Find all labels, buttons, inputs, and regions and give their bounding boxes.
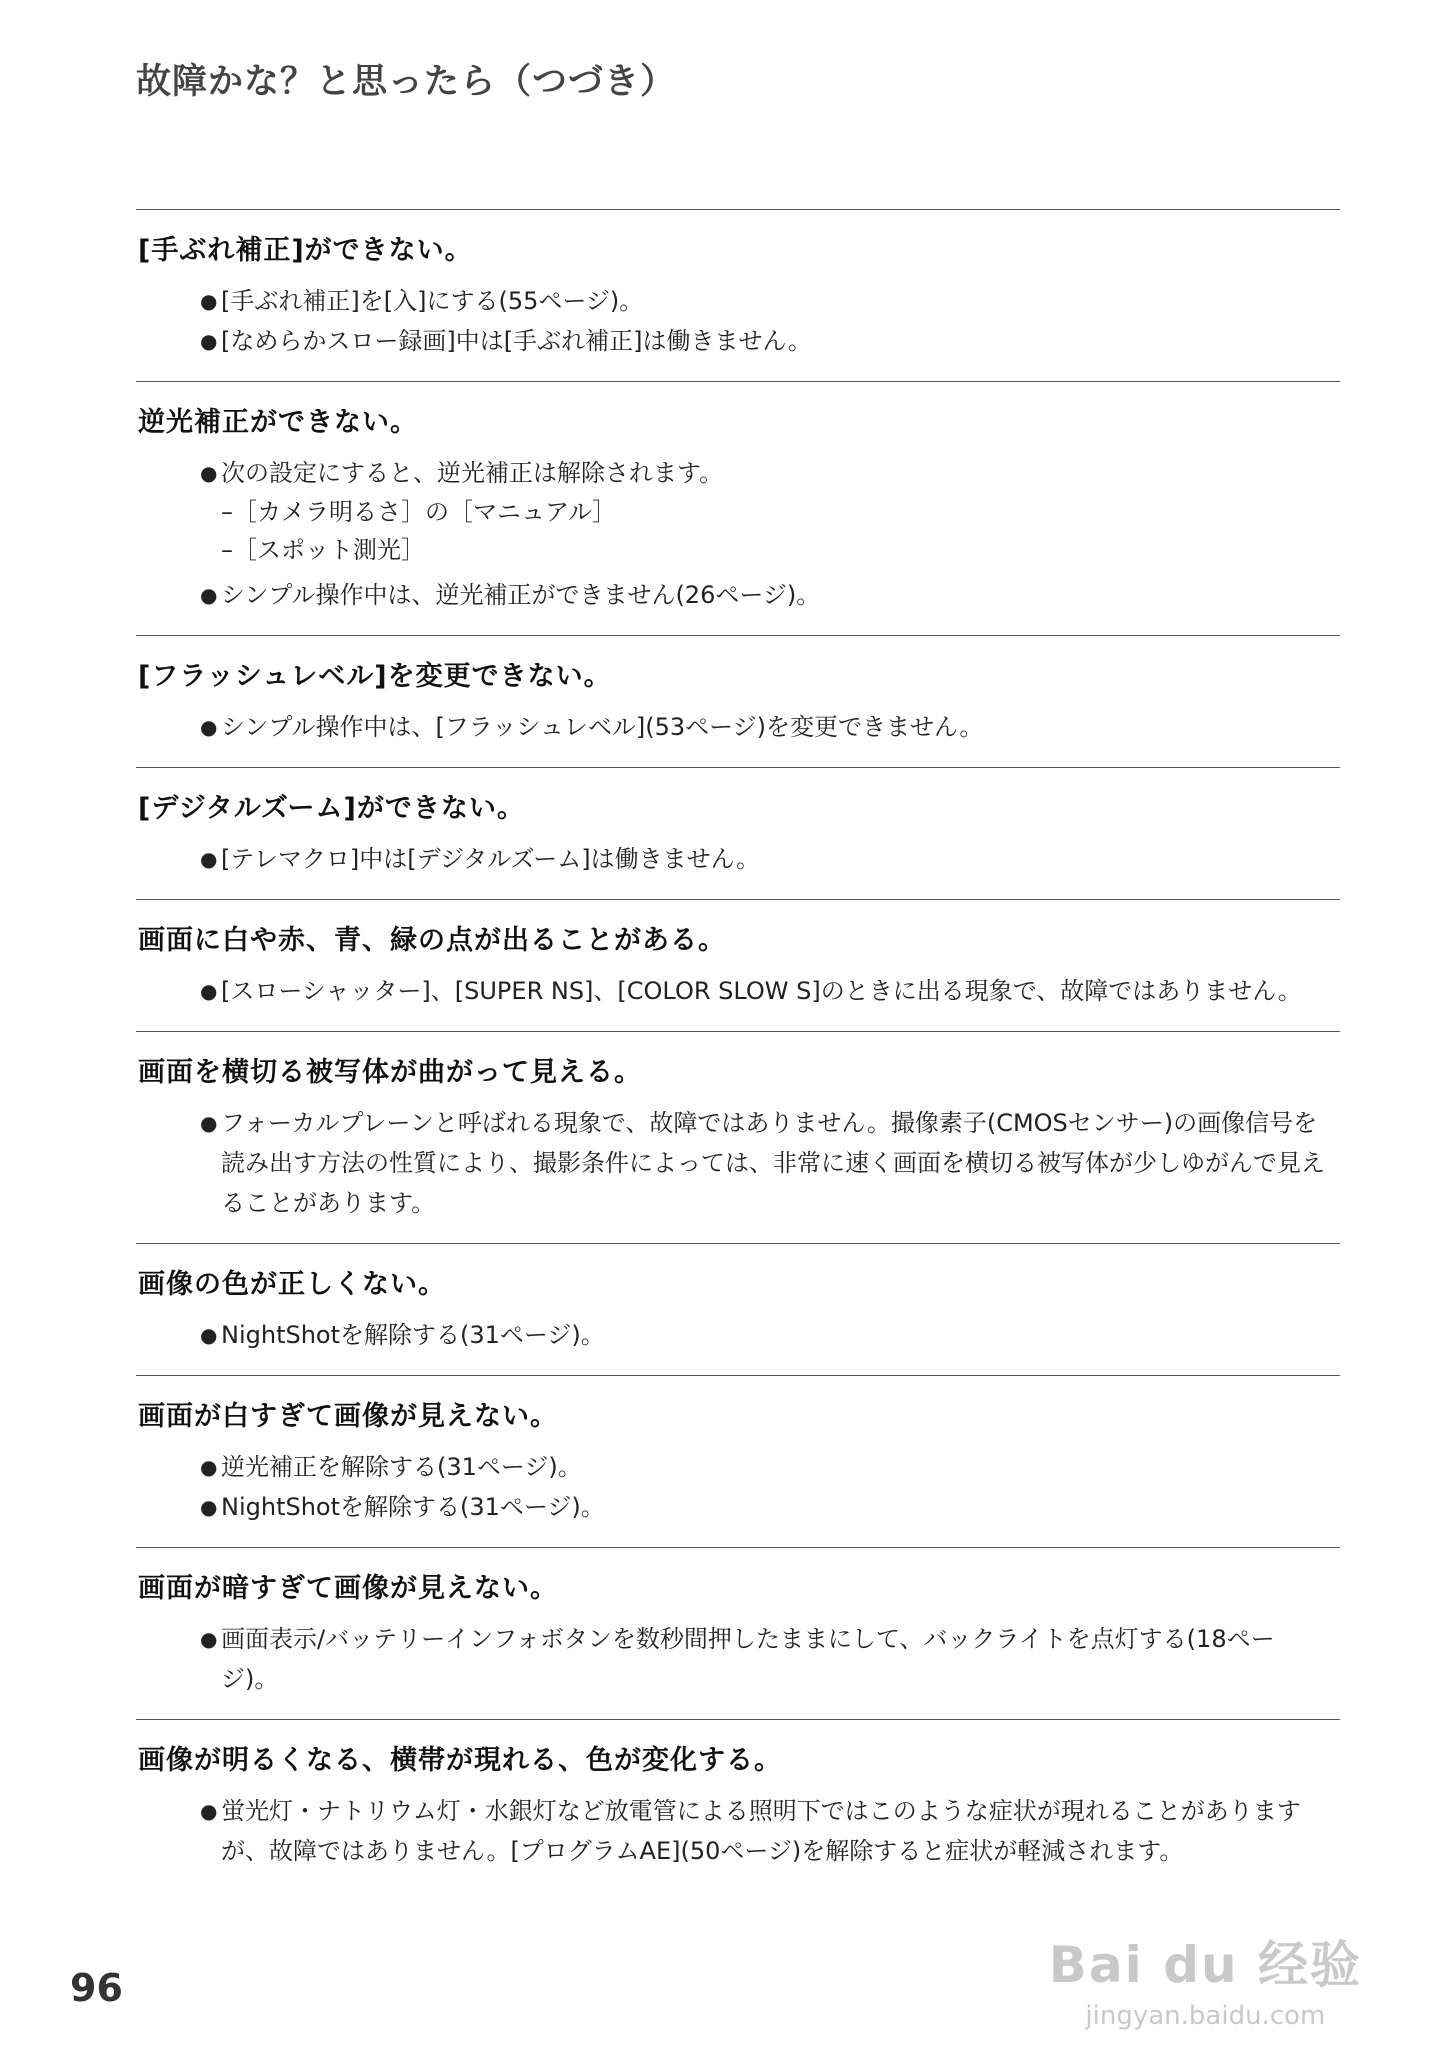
section-heading: [手ぶれ補正]ができない。 [138,235,473,266]
list-item [200,575,1331,615]
section-wrong-color [136,1243,1340,1375]
bullet-icon: ● [200,715,218,739]
section-heading: 逆光補正ができない。 [138,407,418,438]
sub-item: –［スポット測光］ [221,536,425,564]
list-item [200,839,1331,879]
item-text: 蛍光灯・ナトリウム灯・水銀灯など放電管による照明下ではこのような症状が現れることがありますが、故障ではありません。[プログラムAE](50ページ)を解除すると症状が軽減されます。 [221,1797,1301,1865]
item-text: フォーカルプレーンと呼ばれる現象で、故障ではありません。撮像素子(CMOSセンサー)の画像信号を読み出す方法の性質により、撮影条件によっては、非常に速く画面を横切る被写体が少しゆがんで見えることがあります。 [221,1109,1325,1217]
item-text: [手ぶれ補正]を[入]にする(55ページ)。 [221,287,644,315]
page-title: 故障かな？と思ったら（つづき） [136,62,677,102]
page-number: 96 [70,1966,123,2010]
bullet-icon: ● [200,1495,218,1519]
list-item [200,707,1331,747]
section-flicker [136,1719,1340,1891]
list-item [200,321,1331,361]
item-text: [テレマクロ]中は[デジタルズーム]は働きません。 [221,845,761,873]
list-item [200,971,1331,1011]
section-heading: [デジタルズーム]ができない。 [138,793,525,824]
watermark-logo: Bai du 经验 [1048,1936,1362,1994]
list-item [200,1619,1331,1699]
section-heading: 画像の色が正しくない。 [138,1269,446,1300]
item-text: [スローシャッター]、[SUPER NS]、[COLOR SLOW S]のときに出る現象で、故障ではありません。 [221,977,1302,1005]
item-text: シンプル操作中は、[フラッシュレベル](53ページ)を変更できません。 [221,713,984,741]
bullet-icon: ● [200,461,218,485]
item-text: 画面表示/バッテリーインフォボタンを数秒間押したままにして、バックライトを点灯する(18ページ)。 [221,1625,1275,1693]
list-item [200,453,1331,493]
bullet-icon: ● [200,1323,218,1347]
section-heading: 画面が暗すぎて画像が見えない。 [138,1573,558,1604]
section-heading: 画面を横切る被写体が曲がって見える。 [138,1057,642,1088]
troubleshooting-list [136,209,1340,1891]
section-heading: 画面が白すぎて画像が見えない。 [138,1401,558,1432]
section-color-dots [136,899,1340,1031]
list-item [200,1315,1331,1355]
section-image-stabilizer [136,209,1340,381]
section-backlight [136,381,1340,635]
bullet-icon: ● [200,1455,218,1479]
list-item [200,1447,1331,1487]
list-item [200,1103,1331,1223]
item-text: 次の設定にすると、逆光補正は解除されます。 [221,459,724,487]
bullet-icon: ● [200,1627,218,1651]
list-item [200,281,1331,321]
list-item [200,1791,1331,1871]
section-digital-zoom [136,767,1340,899]
section-heading: [フラッシュレベル]を変更できない。 [138,661,612,692]
section-too-dark [136,1547,1340,1719]
baidu-watermark [1049,1925,1362,2031]
bullet-icon: ● [200,847,218,871]
list-item [200,1487,1331,1527]
watermark-url: jingyan.baidu.com [1085,2001,1326,2031]
section-heading: 画像が明るくなる、横帯が現れる、色が変化する。 [138,1745,782,1776]
bullet-icon: ● [200,289,218,313]
bullet-icon: ● [200,1111,218,1135]
bullet-icon: ● [200,979,218,1003]
bullet-icon: ● [200,1799,218,1823]
item-text: シンプル操作中は、逆光補正ができません(26ページ)。 [221,581,821,609]
item-text: 逆光補正を解除する(31ページ)。 [221,1453,582,1481]
section-too-bright [136,1375,1340,1547]
section-subject-distortion [136,1031,1340,1243]
sub-item: –［カメラ明るさ］の［マニュアル］ [221,498,617,526]
section-heading: 画面に白や赤、青、緑の点が出ることがある。 [138,925,726,956]
item-text: [なめらかスロー録画]中は[手ぶれ補正]は働きません。 [221,327,812,355]
item-text: NightShotを解除する(31ページ)。 [221,1321,605,1349]
section-flash-level [136,635,1340,767]
bullet-icon: ● [200,329,218,353]
item-text: NightShotを解除する(31ページ)。 [221,1493,605,1521]
bullet-icon: ● [200,583,218,607]
